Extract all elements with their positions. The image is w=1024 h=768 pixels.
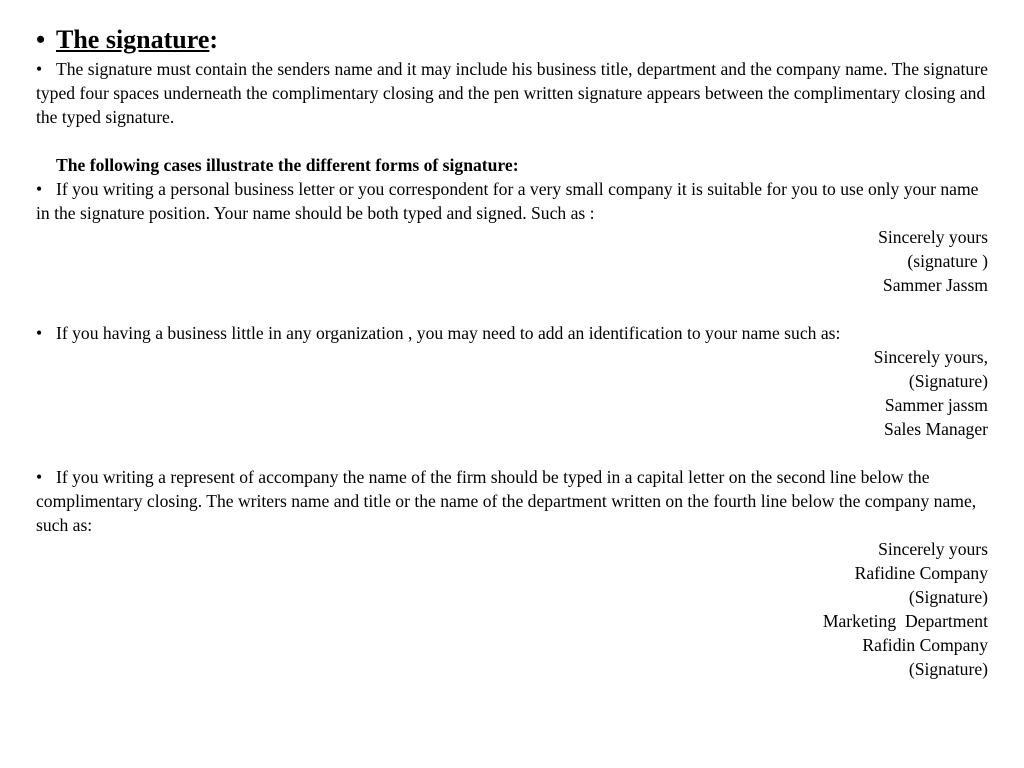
- case-3-paragraph: [36, 465, 988, 537]
- case-1-signature-line: (signature ): [907, 251, 988, 271]
- body-text: [36, 57, 988, 681]
- case-3-signature-line: (Signature): [908, 587, 988, 607]
- case-3-bullet: •: [36, 467, 43, 487]
- intro-bullet: •: [36, 59, 43, 79]
- case-2-name-line: Sammer jassm: [884, 395, 988, 415]
- intro-text: The signature must contain the senders name and it may include his business title, department and the company name. The signature typed four spaces underneath the complimentary closing and the pen written signature appears between the complimentary closing and the typed signature.: [36, 59, 988, 127]
- spacer: [36, 441, 988, 465]
- case-2-closing-line: Sincerely yours,: [873, 347, 988, 367]
- case-2-title-line: Sales Manager: [883, 419, 988, 439]
- spacer: [36, 129, 988, 153]
- case-1-paragraph: [36, 177, 988, 225]
- case-1-name-line: Sammer Jassm: [882, 275, 988, 295]
- heading-bullet: •: [36, 25, 46, 54]
- case-3-company-line-2: Rafidin Company: [862, 635, 988, 655]
- cases-heading: The following cases illustrate the different forms of signature:: [56, 155, 519, 175]
- case-3-company-line: Rafidine Company: [854, 563, 988, 583]
- case-2-signature-line: (Signature): [908, 371, 988, 391]
- case-3-text: If you writing a represent of accompany the name of the firm should be typed in a capital letter on the second line below the complimentary closing. The writers name and title or the name of the department written on the fourth line below the company name, such as:: [36, 467, 977, 535]
- heading-title: The signature: [56, 25, 210, 54]
- case-2-paragraph: [36, 321, 988, 345]
- heading-colon: :: [209, 25, 219, 54]
- spacer: [36, 297, 988, 321]
- intro-paragraph: [36, 57, 988, 129]
- case-3-signature-line-2: (Signature): [908, 659, 988, 679]
- case-1-closing-line: Sincerely yours: [878, 227, 988, 247]
- case-1-bullet: •: [36, 179, 43, 199]
- case-1-text: If you writing a personal business letter or you correspondent for a very small company it is suitable for you to use only your name in the signature position. Your name should be both typed and signed. Such as :: [36, 179, 979, 223]
- case-3-department-line: Marketing Department: [822, 611, 988, 631]
- section-heading: [36, 24, 218, 56]
- case-3-closing-line: Sincerely yours: [878, 539, 988, 559]
- case-2-bullet: •: [36, 323, 43, 343]
- case-2-text: If you having a business little in any organization , you may need to add an identification to your name such as:: [56, 323, 841, 343]
